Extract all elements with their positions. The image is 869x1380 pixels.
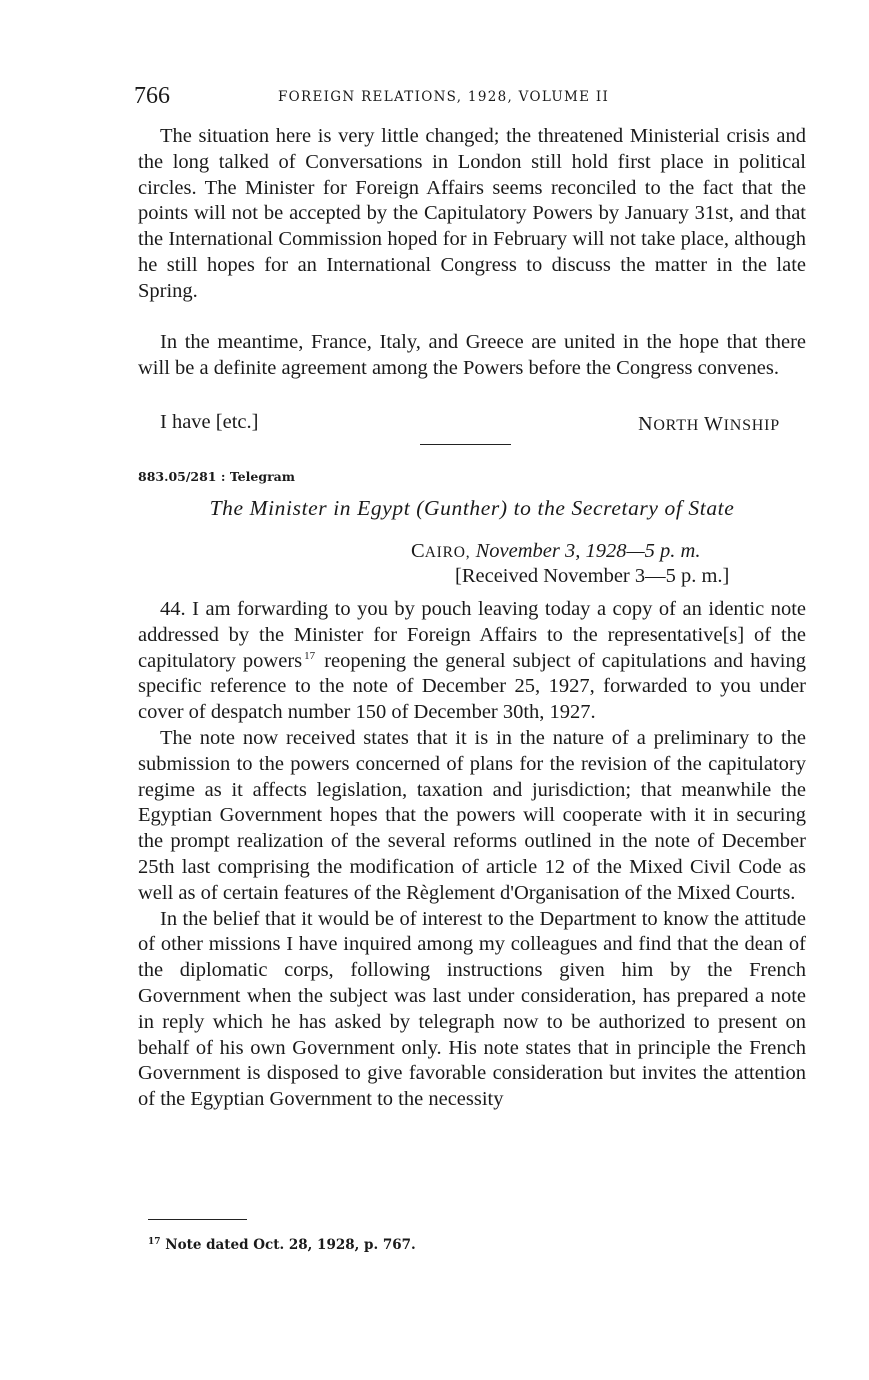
paragraph: The note now received states that it is in the nature of a preliminary to the submission to the powers concerned of plans for the revision of the capitulatory regime as it affects legislation, taxation and jurisdiction; that meanwhile the Egyptian Government hopes that the powers will cooperate with it in securing the prompt realization of the several reforms outlined in the note of December 25th last comprising the modification of article 12 of the Mixed Civil Code as well as of certain features of the Règlement d'Organisation of the Mixed Courts. — [138, 726, 806, 904]
paragraph: In the meantime, France, Italy, and Greece are united in the hope that there will be a definite agreement among the Powers before the Congress convenes. — [138, 331, 806, 379]
running-head — [134, 84, 806, 108]
previous-letter-text — [138, 124, 806, 305]
telegram-text — [138, 597, 806, 1113]
closing-formula: I have [etc.] — [160, 411, 259, 433]
received-line: [Received November 3—5 p. m.] — [455, 565, 730, 587]
footnote-number: 17 — [148, 1237, 161, 1247]
page-number: 766 — [134, 83, 170, 109]
paragraph: 44. I am forwarding to you by pouch leaving today a copy of an identic note addressed by the Minister for Foreign Affairs to the representative[s] of the capitulatory powers $^{17}$ reopening the general subject of capitulations and having specific reference to the note of December 25, 1927, forwarded to you under cover of despatch number 150 of December 30th, 1927. — [138, 598, 807, 724]
footnote-reference[interactable]: 17 — [304, 649, 316, 662]
signature: NORTH WINSHIP — [638, 413, 780, 435]
section-divider — [420, 444, 511, 445]
footnote-rule — [148, 1219, 247, 1220]
running-title: FOREIGN RELATIONS, 1928, VOLUME II — [278, 89, 610, 105]
sign-off — [160, 410, 806, 436]
paragraph: The situation here is very little changed; the threatened Ministerial crisis and the long talked of Conversations in London still hold first place in political circles. The Minister for Foreign Affairs seems reconciled to the fact that the points will not be accepted by the Capitulatory Powers by January 31st, and that the International Commission hoped for in February will not take place, although he still hopes for an International Congress to discuss the matter in the late Spring. — [138, 125, 806, 302]
previous-letter-text-2 — [138, 330, 806, 382]
file-reference: 883.05/281 : Telegram — [138, 469, 295, 484]
footnote — [148, 1237, 416, 1253]
dateline: CAIRO, November 3, 1928—5 p. m. — [411, 540, 701, 562]
paragraph: In the belief that it would be of interest to the Department to know the attitude of other missions I have inquired among my colleagues and find that the dean of the diplomatic corps, following instructions given him by the French Government when the subject was last under consideration, has prepared a note in reply which he has asked by telegraph now to be authorized to present on behalf of his own Government only. His note states that in principle the French Government is disposed to give favorable consideration but invites the attention of the Egyptian Government to the necessity — [138, 907, 806, 1111]
document-heading: The Minister in Egypt (Gunther) to the Secretary of State — [209, 496, 735, 520]
footnote-text: Note dated Oct. 28, 1928, p. 767. — [165, 1237, 416, 1253]
